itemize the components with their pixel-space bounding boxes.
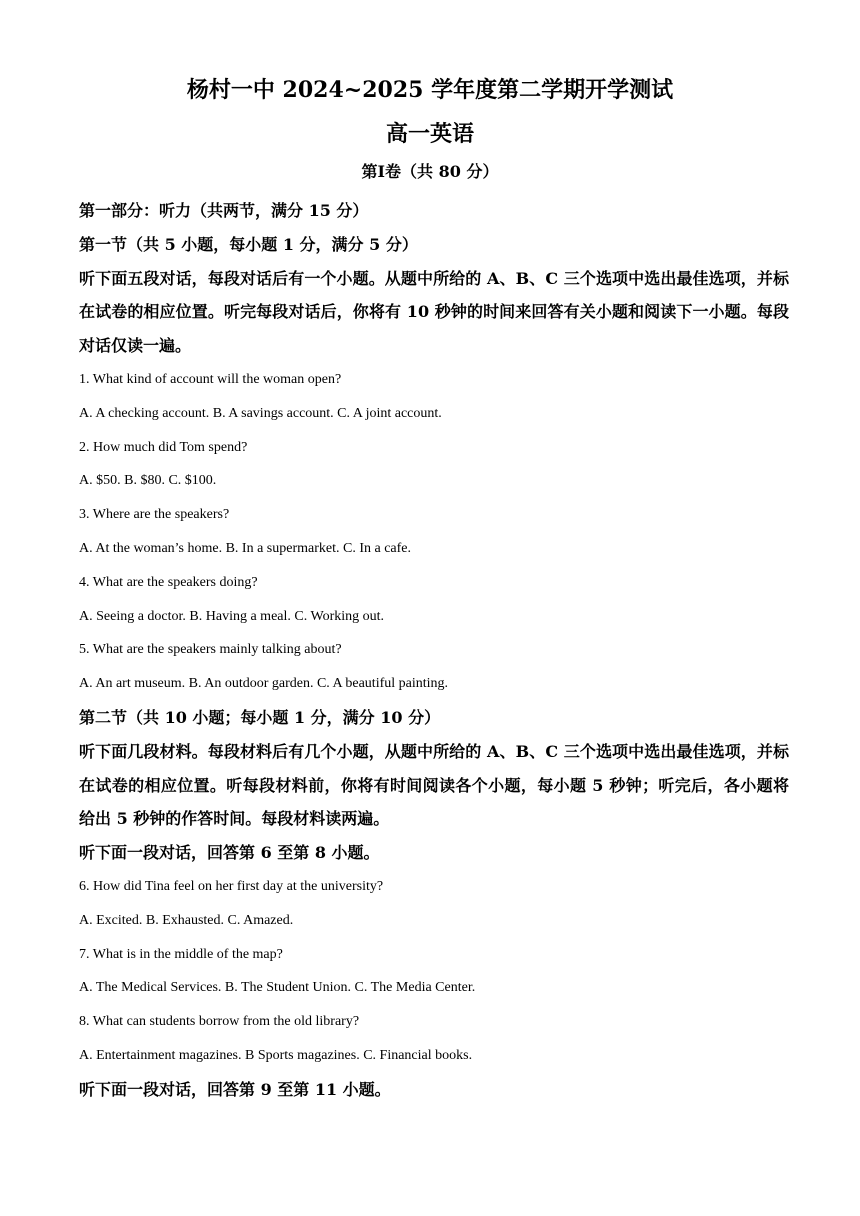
question-5-options: A. An art museum. B. An outdoor garden. C. A beautiful painting. [79,676,449,692]
section2-directions: 听下面几段材料。每段材料后有几个小题，从题中所给的 A、B、C 三个选项中选出最佳选项，并标在试卷的相应位置。听每段材料前，你将有时间阅读各个小题，每小题 5 秒钟；听完后，各小题将给出 5 秒钟的作答时间。每段材料读两遍。 [79,741,789,829]
question-2-options: A. $50. B. $80. C. $100. [79,473,217,489]
question-1-options: A. A checking account. B. A savings account. C. A joint account. [79,405,442,421]
group2-intro: 听下面一段对话，回答第 9 至第 11 小题。 [79,1079,391,1099]
question-6-options: A. Excited. B. Exhausted. C. Amazed. [79,912,294,928]
exam-title: 杨村一中 2024~2025 学年度第二学期开学测试 [186,77,674,103]
question-7-options: A. The Medical Services. B. The Student Union. C. The Media Center. [79,980,476,996]
section1-heading: 第一节（共 5 小题，每小题 1 分，满分 5 分） [79,234,418,254]
question-2: 2. How much did Tom spend? [79,439,248,455]
exam-volume: 第Ⅰ卷（共 80 分） [361,162,499,181]
question-3-options: A. At the woman’s home. B. In a supermarket. C. In a cafe. [79,540,412,556]
question-3: 3. Where are the speakers? [79,507,230,523]
section2-heading: 第二节（共 10 小题；每小题 1 分，满分 10 分） [79,707,441,727]
question-4: 4. What are the speakers doing? [79,574,258,590]
question-6: 6. How did Tina feel on her first day at the university? [79,878,384,894]
question-8: 8. What can students borrow from the old library? [79,1014,360,1030]
question-5: 5. What are the speakers mainly talking about? [79,642,342,658]
exam-body [79,194,789,1107]
part1-heading: 第一部分：听力（共两节，满分 15 分） [79,201,369,220]
group1-intro: 听下面一段对话，回答第 6 至第 8 小题。 [79,843,380,863]
question-1: 1. What kind of account will the woman open? [79,371,342,387]
question-4-options: A. Seeing a doctor. B. Having a meal. C. Working out. [79,608,385,624]
question-8-options: A. Entertainment magazines. B Sports magazines. C. Financial books. [79,1047,473,1063]
exam-subject: 高一英语 [385,121,474,147]
section1-directions: 听下面五段对话，每段对话后有一个小题。从题中所给的 A、B、C 三个选项中选出最佳选项，并标在试卷的相应位置。听完每段对话后，你将有 10 秒钟的时间来回答有关小题和阅读下一小题。每段对话仅读一遍。 [79,268,789,356]
question-7: 7. What is in the middle of the map? [79,946,283,962]
